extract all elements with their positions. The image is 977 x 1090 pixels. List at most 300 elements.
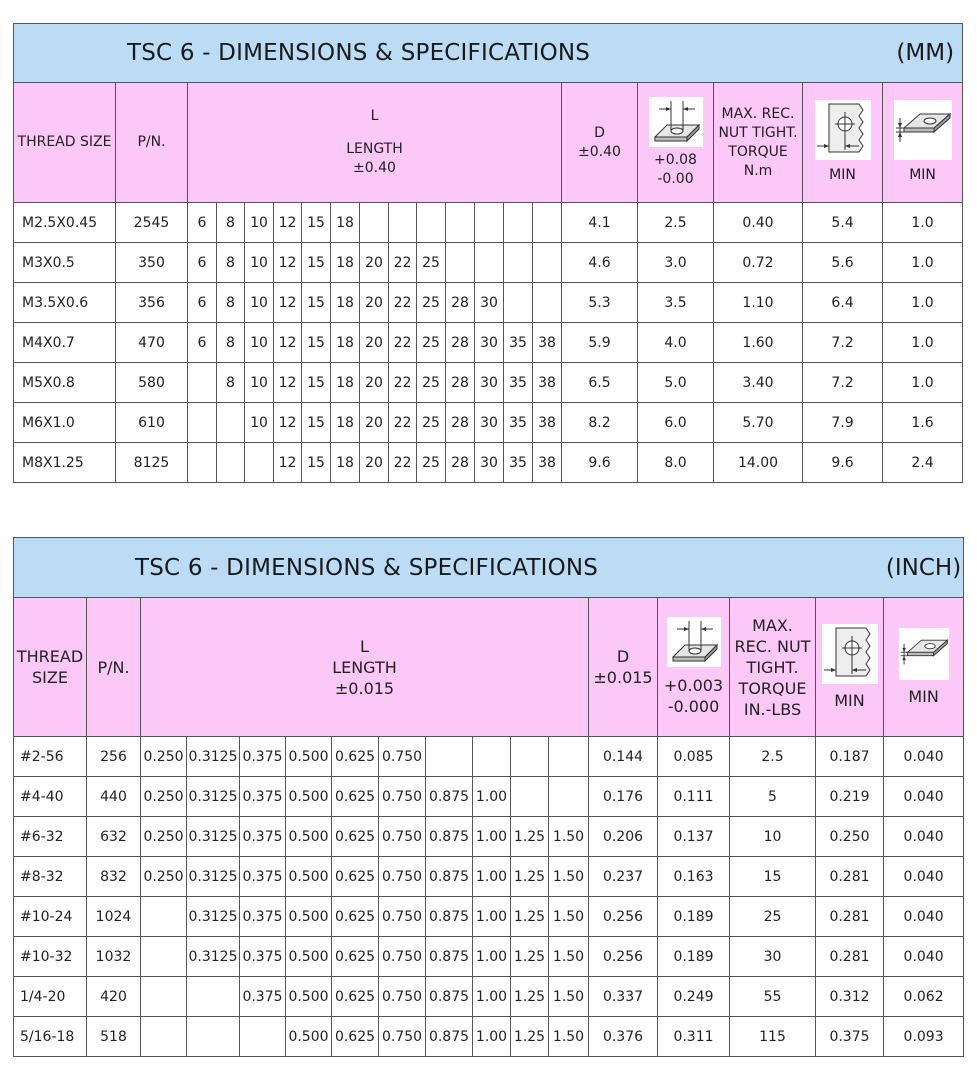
inch-length-cell: 0.500 — [286, 737, 332, 777]
mm-thread-size-cell: M4X0.7 — [14, 323, 116, 363]
table-row — [14, 897, 964, 937]
mm-header-hole-tol-plus: +0.08 — [654, 151, 697, 168]
inch-hole-cell: 0.189 — [658, 937, 730, 977]
inch-length-cell: 0.875 — [426, 897, 473, 937]
inch-length-cell: 0.500 — [286, 857, 332, 897]
inch-header-min1-label: MIN — [834, 690, 865, 710]
mm-length-cell: 30 — [475, 443, 504, 483]
inch-thread-size-cell: 1/4-20 — [14, 977, 87, 1017]
mm-min1-cell: 5.4 — [803, 203, 883, 243]
mm-hole-cell: 3.0 — [638, 243, 714, 283]
mm-min2-cell: 1.0 — [883, 203, 963, 243]
inch-header-min1 — [816, 598, 884, 737]
thickness-icon — [898, 628, 950, 680]
mm-torque-cell: 3.40 — [714, 363, 803, 403]
mm-d-cell: 8.2 — [562, 403, 638, 443]
inch-pn-cell: 632 — [87, 817, 141, 857]
inch-spec-table — [13, 537, 964, 1057]
mm-length-cell — [389, 203, 417, 243]
inch-header-l: L — [360, 636, 369, 656]
inch-length-cell: 0.625 — [332, 817, 379, 857]
mm-header-min1-label: MIN — [829, 167, 856, 183]
thickness-icon — [894, 100, 952, 160]
mm-thread-size-cell: M3.5X0.6 — [14, 283, 116, 323]
inch-torque-cell: 5 — [730, 777, 816, 817]
mm-length-cell: 30 — [475, 403, 504, 443]
inch-length-cell: 0.625 — [332, 1017, 379, 1057]
inch-torque-cell: 30 — [730, 937, 816, 977]
inch-length-cell: 1.00 — [473, 937, 511, 977]
inch-length-cell: 0.3125 — [187, 937, 240, 977]
inch-length-cell: 0.500 — [286, 1017, 332, 1057]
inch-length-cell: 0.500 — [286, 977, 332, 1017]
table-row — [14, 1017, 964, 1057]
inch-min1-cell: 0.281 — [816, 897, 884, 937]
mm-length-cell — [475, 203, 504, 243]
mm-header-d-label: D — [594, 124, 605, 141]
inch-length-cell — [187, 1017, 240, 1057]
inch-length-cell: 1.50 — [549, 977, 589, 1017]
inch-header-hole — [658, 598, 730, 737]
inch-header-d — [589, 598, 658, 737]
inch-length-cell: 0.625 — [332, 897, 379, 937]
inch-length-cell: 0.250 — [141, 817, 187, 857]
inch-length-cell: 0.750 — [379, 857, 426, 897]
mm-header-pn: P/N. — [116, 83, 188, 203]
inch-length-cell: 0.625 — [332, 977, 379, 1017]
inch-d-cell: 0.376 — [589, 1017, 658, 1057]
inch-length-cell: 0.375 — [240, 897, 286, 937]
mm-min1-cell: 7.2 — [803, 323, 883, 363]
mm-length-cell: 10 — [245, 363, 274, 403]
mm-length-cell — [446, 243, 475, 283]
mm-length-cell: 25 — [417, 363, 446, 403]
inch-length-cell: 0.750 — [379, 897, 426, 937]
mm-length-cell: 25 — [417, 243, 446, 283]
mm-header-length — [188, 83, 562, 203]
mm-d-cell: 6.5 — [562, 363, 638, 403]
inch-d-cell: 0.337 — [589, 977, 658, 1017]
inch-length-cell: 0.875 — [426, 1017, 473, 1057]
mm-length-cell: 22 — [389, 283, 417, 323]
table-row — [14, 857, 964, 897]
inch-length-cell: 0.250 — [141, 777, 187, 817]
inch-pn-cell: 256 — [87, 737, 141, 777]
mm-title-bar — [14, 24, 963, 83]
mm-length-cell — [533, 243, 562, 283]
inch-min2-cell: 0.093 — [884, 1017, 964, 1057]
mm-header-thread-size: THREAD SIZE — [14, 83, 116, 203]
inch-length-cell: 0.625 — [332, 937, 379, 977]
mm-length-cell: 20 — [360, 243, 389, 283]
inch-length-cell: 1.25 — [511, 937, 549, 977]
inch-header-d-tol: ±0.015 — [593, 668, 653, 687]
mm-header-min2-label: MIN — [909, 167, 936, 183]
mm-length-cell: 15 — [302, 443, 331, 483]
mm-length-cell: 28 — [446, 323, 475, 363]
mm-length-cell: 6 — [188, 243, 217, 283]
mm-torque-cell: 0.40 — [714, 203, 803, 243]
inch-torque-cell: 25 — [730, 897, 816, 937]
mm-table-body — [14, 203, 963, 483]
inch-length-cell: 0.625 — [332, 857, 379, 897]
inch-d-cell: 0.176 — [589, 777, 658, 817]
inch-pn-cell: 832 — [87, 857, 141, 897]
mm-length-cell: 30 — [475, 363, 504, 403]
inch-table-title: TSC 6 - DIMENSIONS & SPECIFICATIONS — [135, 554, 599, 581]
mm-header-d — [562, 83, 638, 203]
mm-thread-size-cell: M6X1.0 — [14, 403, 116, 443]
mm-unit-label: (MM) — [896, 40, 955, 66]
mm-torque-cell: 1.60 — [714, 323, 803, 363]
inch-length-cell: 0.875 — [426, 817, 473, 857]
inch-hole-cell: 0.249 — [658, 977, 730, 1017]
inch-min1-cell: 0.187 — [816, 737, 884, 777]
inch-min2-cell: 0.040 — [884, 817, 964, 857]
inch-hole-cell: 0.311 — [658, 1017, 730, 1057]
mm-length-cell: 30 — [475, 323, 504, 363]
table-row — [14, 323, 963, 363]
inch-length-cell: 0.875 — [426, 857, 473, 897]
inch-d-cell: 0.144 — [589, 737, 658, 777]
mm-length-cell: 18 — [331, 323, 360, 363]
mm-pn-cell: 356 — [116, 283, 188, 323]
mm-min1-cell: 5.6 — [803, 243, 883, 283]
mm-header-torque: MAX. REC. NUT TIGHT. TORQUE N.m — [714, 83, 803, 203]
inch-length-cell: 0.250 — [141, 857, 187, 897]
mm-header-min1 — [803, 83, 883, 203]
inch-torque-cell: 115 — [730, 1017, 816, 1057]
inch-thread-size-cell: #2-56 — [14, 737, 87, 777]
inch-thread-size-cell: 5/16-18 — [14, 1017, 87, 1057]
mm-header-d-tol: ±0.40 — [578, 143, 621, 160]
mm-length-cell: 22 — [389, 403, 417, 443]
inch-length-cell: 1.00 — [473, 897, 511, 937]
inch-header-d-label: D — [616, 647, 630, 666]
inch-length-cell: 0.625 — [332, 737, 379, 777]
mm-length-cell: 18 — [331, 283, 360, 323]
edge-distance-icon — [822, 624, 878, 684]
mm-length-cell: 10 — [245, 283, 274, 323]
inch-length-cell: 1.25 — [511, 977, 549, 1017]
inch-hole-cell: 0.189 — [658, 897, 730, 937]
mm-length-cell: 22 — [389, 243, 417, 283]
mm-length-cell: 18 — [331, 443, 360, 483]
mm-length-cell: 18 — [331, 203, 360, 243]
inch-length-cell: 1.00 — [473, 777, 511, 817]
inch-length-cell: 0.875 — [426, 777, 473, 817]
inch-thread-size-cell: #8-32 — [14, 857, 87, 897]
inch-hole-cell: 0.111 — [658, 777, 730, 817]
inch-length-cell: 0.375 — [240, 777, 286, 817]
mm-length-cell: 28 — [446, 363, 475, 403]
mm-length-cell: 8 — [217, 243, 245, 283]
mm-length-cell: 15 — [302, 283, 331, 323]
mm-hole-cell: 4.0 — [638, 323, 714, 363]
table-row — [14, 937, 964, 977]
inch-length-cell: 1.25 — [511, 1017, 549, 1057]
mm-length-cell: 8 — [217, 283, 245, 323]
mm-length-cell: 18 — [331, 363, 360, 403]
inch-length-cell: 1.00 — [473, 817, 511, 857]
table-row — [14, 977, 964, 1017]
inch-length-cell: 1.50 — [549, 817, 589, 857]
mm-thread-size-cell: M5X0.8 — [14, 363, 116, 403]
inch-pn-cell: 440 — [87, 777, 141, 817]
table-row — [14, 777, 964, 817]
inch-min1-cell: 0.219 — [816, 777, 884, 817]
inch-length-cell: 0.625 — [332, 777, 379, 817]
mm-length-cell: 20 — [360, 403, 389, 443]
mm-length-cell: 12 — [274, 323, 302, 363]
mm-min1-cell: 7.9 — [803, 403, 883, 443]
mm-length-cell: 10 — [245, 403, 274, 443]
inch-title-bar — [14, 538, 964, 598]
mm-min1-cell: 7.2 — [803, 363, 883, 403]
mm-length-cell: 35 — [504, 443, 533, 483]
inch-length-cell: 0.3125 — [187, 857, 240, 897]
inch-header-length-label: LENGTH — [332, 657, 397, 677]
inch-header-hole-tol-plus: +0.003 — [663, 676, 724, 695]
inch-header-min2 — [884, 598, 964, 737]
mm-table-title: TSC 6 - DIMENSIONS & SPECIFICATIONS — [127, 40, 591, 66]
inch-hole-cell: 0.137 — [658, 817, 730, 857]
inch-min1-cell: 0.375 — [816, 1017, 884, 1057]
mm-length-cell — [533, 203, 562, 243]
inch-torque-cell: 2.5 — [730, 737, 816, 777]
mm-header-hole — [638, 83, 714, 203]
inch-length-cell — [141, 977, 187, 1017]
mm-header-length-tol: ±0.40 — [353, 160, 396, 176]
inch-pn-cell: 518 — [87, 1017, 141, 1057]
mm-length-cell: 20 — [360, 323, 389, 363]
mm-length-cell: 15 — [302, 403, 331, 443]
mm-pn-cell: 470 — [116, 323, 188, 363]
mm-header-length-label: LENGTH — [346, 141, 403, 157]
inch-hole-cell: 0.085 — [658, 737, 730, 777]
inch-min1-cell: 0.250 — [816, 817, 884, 857]
mm-hole-cell: 5.0 — [638, 363, 714, 403]
mm-d-cell: 9.6 — [562, 443, 638, 483]
inch-min2-cell: 0.040 — [884, 897, 964, 937]
inch-torque-cell: 55 — [730, 977, 816, 1017]
mm-length-cell — [533, 283, 562, 323]
mm-length-cell: 10 — [245, 323, 274, 363]
mm-length-cell: 38 — [533, 443, 562, 483]
mm-length-cell: 28 — [446, 403, 475, 443]
inch-length-cell — [511, 777, 549, 817]
mm-length-cell: 38 — [533, 363, 562, 403]
edge-distance-icon — [815, 100, 871, 160]
mm-length-cell: 35 — [504, 323, 533, 363]
inch-length-cell: 0.375 — [240, 857, 286, 897]
mm-length-cell: 12 — [274, 203, 302, 243]
inch-header-length-tol: ±0.015 — [334, 678, 395, 698]
mm-torque-cell: 14.00 — [714, 443, 803, 483]
mm-length-cell: 8 — [217, 323, 245, 363]
inch-length-cell — [141, 897, 187, 937]
mm-length-cell: 12 — [274, 443, 302, 483]
mm-thread-size-cell: M3X0.5 — [14, 243, 116, 283]
mm-hole-cell: 8.0 — [638, 443, 714, 483]
mm-length-cell — [245, 443, 274, 483]
mm-length-cell: 35 — [504, 363, 533, 403]
inch-length-cell: 0.500 — [286, 777, 332, 817]
inch-pn-cell: 420 — [87, 977, 141, 1017]
mm-length-cell: 10 — [245, 243, 274, 283]
mm-header-min2 — [883, 83, 963, 203]
mm-length-cell: 12 — [274, 403, 302, 443]
mm-length-cell: 15 — [302, 203, 331, 243]
inch-length-cell: 0.750 — [379, 737, 426, 777]
inch-length-cell: 1.25 — [511, 897, 549, 937]
inch-length-cell: 1.25 — [511, 857, 549, 897]
mm-length-cell: 15 — [302, 323, 331, 363]
mm-hole-cell: 2.5 — [638, 203, 714, 243]
mm-pn-cell: 580 — [116, 363, 188, 403]
mm-header-l: L — [370, 108, 379, 124]
mm-header-hole-tol-minus: -0.00 — [657, 170, 694, 187]
mm-min2-cell: 1.0 — [883, 243, 963, 283]
mm-torque-cell: 0.72 — [714, 243, 803, 283]
inch-length-cell: 0.3125 — [187, 897, 240, 937]
mm-length-cell — [504, 283, 533, 323]
inch-length-cell: 0.375 — [240, 977, 286, 1017]
inch-length-cell: 0.875 — [426, 937, 473, 977]
inch-length-cell — [473, 737, 511, 777]
mm-min2-cell: 1.6 — [883, 403, 963, 443]
inch-unit-label: (INCH) — [885, 554, 962, 581]
inch-length-cell — [141, 1017, 187, 1057]
inch-min1-cell: 0.281 — [816, 857, 884, 897]
mm-spec-table — [13, 23, 963, 483]
mm-length-cell: 22 — [389, 363, 417, 403]
inch-length-cell: 0.375 — [240, 937, 286, 977]
inch-hole-cell: 0.163 — [658, 857, 730, 897]
table-row — [14, 817, 964, 857]
mm-length-cell: 12 — [274, 283, 302, 323]
mm-length-cell — [360, 203, 389, 243]
inch-length-cell: 1.50 — [549, 857, 589, 897]
mm-hole-cell: 3.5 — [638, 283, 714, 323]
mm-hole-cell: 6.0 — [638, 403, 714, 443]
table-row — [14, 283, 963, 323]
mm-d-cell: 5.9 — [562, 323, 638, 363]
inch-thread-size-cell: #6-32 — [14, 817, 87, 857]
hole-diameter-icon — [649, 97, 703, 147]
mm-length-cell: 25 — [417, 403, 446, 443]
mm-length-cell: 8 — [217, 203, 245, 243]
mm-pn-cell: 610 — [116, 403, 188, 443]
table-row — [14, 203, 963, 243]
inch-length-cell: 1.00 — [473, 857, 511, 897]
inch-d-cell: 0.237 — [589, 857, 658, 897]
inch-length-cell — [187, 977, 240, 1017]
inch-min2-cell: 0.040 — [884, 857, 964, 897]
hole-diameter-icon — [667, 617, 721, 667]
mm-length-cell: 6 — [188, 323, 217, 363]
inch-pn-cell: 1032 — [87, 937, 141, 977]
inch-length-cell: 0.375 — [240, 737, 286, 777]
mm-length-cell: 25 — [417, 283, 446, 323]
mm-min1-cell: 9.6 — [803, 443, 883, 483]
inch-length-cell: 0.3125 — [187, 737, 240, 777]
inch-min2-cell: 0.040 — [884, 737, 964, 777]
inch-d-cell: 0.206 — [589, 817, 658, 857]
inch-length-cell: 0.750 — [379, 777, 426, 817]
mm-length-cell: 20 — [360, 443, 389, 483]
inch-torque-cell: 15 — [730, 857, 816, 897]
mm-length-cell: 28 — [446, 283, 475, 323]
mm-length-cell: 12 — [274, 363, 302, 403]
inch-length-cell: 0.750 — [379, 817, 426, 857]
mm-length-cell: 22 — [389, 443, 417, 483]
inch-d-cell: 0.256 — [589, 897, 658, 937]
inch-length-cell: 0.500 — [286, 937, 332, 977]
mm-length-cell: 38 — [533, 323, 562, 363]
inch-table-body — [14, 737, 964, 1057]
inch-thread-size-cell: #4-40 — [14, 777, 87, 817]
inch-min2-cell: 0.040 — [884, 777, 964, 817]
mm-length-cell: 15 — [302, 243, 331, 283]
inch-length-cell: 1.50 — [549, 1017, 589, 1057]
mm-length-cell: 12 — [274, 243, 302, 283]
inch-length-cell — [511, 737, 549, 777]
mm-length-cell — [217, 403, 245, 443]
inch-min1-cell: 0.281 — [816, 937, 884, 977]
inch-header-hole-tol-minus: -0.000 — [667, 697, 720, 716]
mm-min1-cell: 6.4 — [803, 283, 883, 323]
table-row — [14, 737, 964, 777]
inch-length-cell — [141, 937, 187, 977]
mm-min2-cell: 1.0 — [883, 283, 963, 323]
mm-length-cell — [217, 443, 245, 483]
inch-length-cell: 0.875 — [426, 977, 473, 1017]
inch-header-torque: MAX. REC. NUT TIGHT. TORQUE IN.-LBS — [730, 598, 816, 737]
inch-length-cell: 0.375 — [240, 817, 286, 857]
inch-length-cell — [240, 1017, 286, 1057]
inch-d-cell: 0.256 — [589, 937, 658, 977]
inch-length-cell: 0.750 — [379, 937, 426, 977]
mm-length-cell: 18 — [331, 243, 360, 283]
inch-min2-cell: 0.040 — [884, 937, 964, 977]
mm-length-cell: 30 — [475, 283, 504, 323]
inch-length-cell: 0.750 — [379, 977, 426, 1017]
inch-min1-cell: 0.312 — [816, 977, 884, 1017]
mm-torque-cell: 5.70 — [714, 403, 803, 443]
inch-length-cell: 1.00 — [473, 977, 511, 1017]
inch-header-min2-label: MIN — [908, 686, 939, 706]
mm-pn-cell: 8125 — [116, 443, 188, 483]
inch-length-cell: 1.00 — [473, 1017, 511, 1057]
inch-length-cell — [549, 777, 589, 817]
mm-length-cell — [188, 363, 217, 403]
mm-length-cell: 18 — [331, 403, 360, 443]
mm-thread-size-cell: M2.5X0.45 — [14, 203, 116, 243]
mm-length-cell: 25 — [417, 323, 446, 363]
mm-min2-cell: 1.0 — [883, 323, 963, 363]
inch-min2-cell: 0.062 — [884, 977, 964, 1017]
inch-length-cell: 0.250 — [141, 737, 187, 777]
mm-length-cell — [504, 243, 533, 283]
mm-length-cell: 20 — [360, 283, 389, 323]
mm-d-cell: 4.6 — [562, 243, 638, 283]
inch-length-cell: 1.50 — [549, 897, 589, 937]
inch-length-cell: 0.3125 — [187, 817, 240, 857]
table-row — [14, 443, 963, 483]
table-row — [14, 363, 963, 403]
mm-min2-cell: 2.4 — [883, 443, 963, 483]
